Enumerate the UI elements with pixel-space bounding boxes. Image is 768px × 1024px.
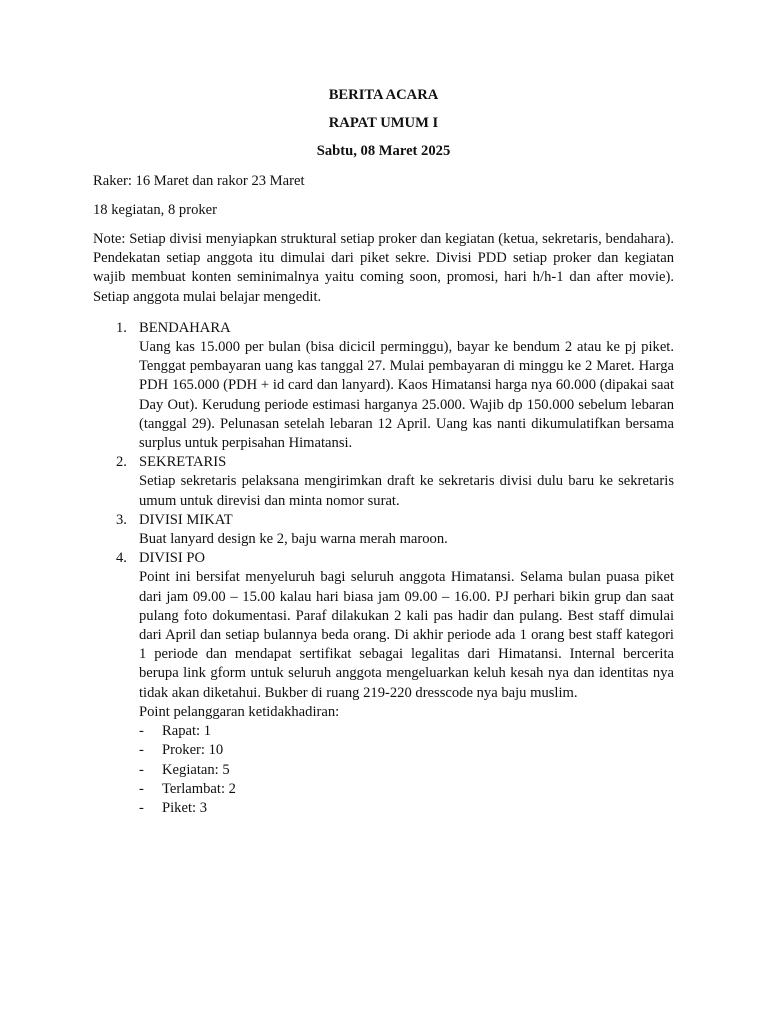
meeting-title: RAPAT UMUM I xyxy=(328,115,439,132)
penalty-text: Piket: 3 xyxy=(162,799,207,816)
dash-bullet: - xyxy=(139,723,144,740)
dash-bullet: - xyxy=(139,799,144,816)
list-item-sekretaris xyxy=(93,453,674,511)
list-item-number: 1. xyxy=(116,319,127,336)
list-item-heading: SEKRETARIS xyxy=(139,454,227,471)
document-title: BERITA ACARA xyxy=(328,87,439,103)
kegiatan-paragraph: 18 kegiatan, 8 proker xyxy=(93,201,218,218)
meeting-date: Sabtu, 08 Maret 2025 xyxy=(316,143,451,160)
list-item-number: 4. xyxy=(116,550,127,567)
dash-bullet: - xyxy=(139,780,144,797)
penalty-item xyxy=(139,722,674,741)
penalty-item xyxy=(139,780,674,799)
document-page xyxy=(93,86,674,818)
list-item-divisi-po xyxy=(93,549,674,818)
list-item-heading: DIVISI PO xyxy=(139,550,206,567)
penalty-item xyxy=(139,799,674,818)
dash-bullet: - xyxy=(139,742,144,759)
list-item-body: Setiap sekretaris pelaksana mengirimkan draft ke sekretaris divisi dulu baru ke sekretaris umum untuk direvisi dan minta nomor surat. xyxy=(139,473,674,509)
list-item-number: 3. xyxy=(116,511,127,528)
penalty-item xyxy=(139,741,674,760)
penalty-heading: Point pelanggaran ketidakhadiran: xyxy=(139,703,340,720)
list-item-body: Buat lanyard design ke 2, baju warna merah maroon. xyxy=(139,531,448,548)
division-list xyxy=(93,319,674,818)
penalty-text: Proker: 10 xyxy=(162,742,224,759)
penalty-item xyxy=(139,761,674,780)
penalty-list xyxy=(139,722,674,818)
list-item-body: Point ini bersifat menyeluruh bagi seluruh anggota Himatansi. Selama bulan puasa piket dari jam 09.00 – 15.00 kalau hari biasa jam 09.00 – 16.00. PJ perhari bikin grup dan saat pulang foto dokumentasi. Paraf dilakukan 2 kali pas hadir dan pulang. Best staff dimulai dari April dan setiap bulannya beda orang. Di akhir periode ada 1 orang best staff kategori 1 periode dan mendapat sertifikat sebagai legalitas dari Himatansi. Internal bercerita berupa link gform untuk seluruh anggota mengeluarkan keluh kesah nya dan identitas nya tidak akan diketahui. Bukber di ruang 219-220 dresscode nya baju muslim. xyxy=(139,569,674,701)
list-item-divisi-mikat xyxy=(93,511,674,549)
list-item-heading: BENDAHARA xyxy=(139,319,231,336)
note-paragraph: Note: Setiap divisi menyiapkan struktural setiap proker dan kegiatan (ketua, sekretaris, bendahara). Pendekatan setiap anggota itu dimulai dari piket sekre. Divisi PDD setiap proker dan kegiatan wajib membuat konten seminimalnya yaitu coming soon, promosi, hari h/h-1 dan after movie). Setiap anggota mulai belajar mengedit. xyxy=(93,231,674,305)
penalty-text: Terlambat: 2 xyxy=(162,780,236,797)
raker-paragraph: Raker: 16 Maret dan rakor 23 Maret xyxy=(93,172,305,189)
list-item-bendahara xyxy=(93,319,674,453)
penalty-text: Rapat: 1 xyxy=(162,723,212,740)
list-item-heading: DIVISI MIKAT xyxy=(139,511,233,528)
list-item-body: Uang kas 15.000 per bulan (bisa dicicil perminggu), bayar ke bendum 2 atau ke pj piket. Tenggat pembayaran uang kas tanggal 27. Mulai pembayaran di minggu ke 2 Maret. Harga PDH 165.000 (PDH + id card dan lanyard). Kaos Himatansi harga nya 60.000 (dipakai saat Day Out). Kerudung periode estimasi harganya 25.000. Wajib dp 150.000 sebelum lebaran (tanggal 29). Pelunasan setelah lebaran 12 April. Uang kas nanti dikumulatifkan bersama surplus untuk perpisahan Himatansi. xyxy=(139,339,674,452)
penalty-text: Kegiatan: 5 xyxy=(162,761,230,778)
list-item-number: 2. xyxy=(116,454,127,471)
dash-bullet: - xyxy=(139,761,144,778)
